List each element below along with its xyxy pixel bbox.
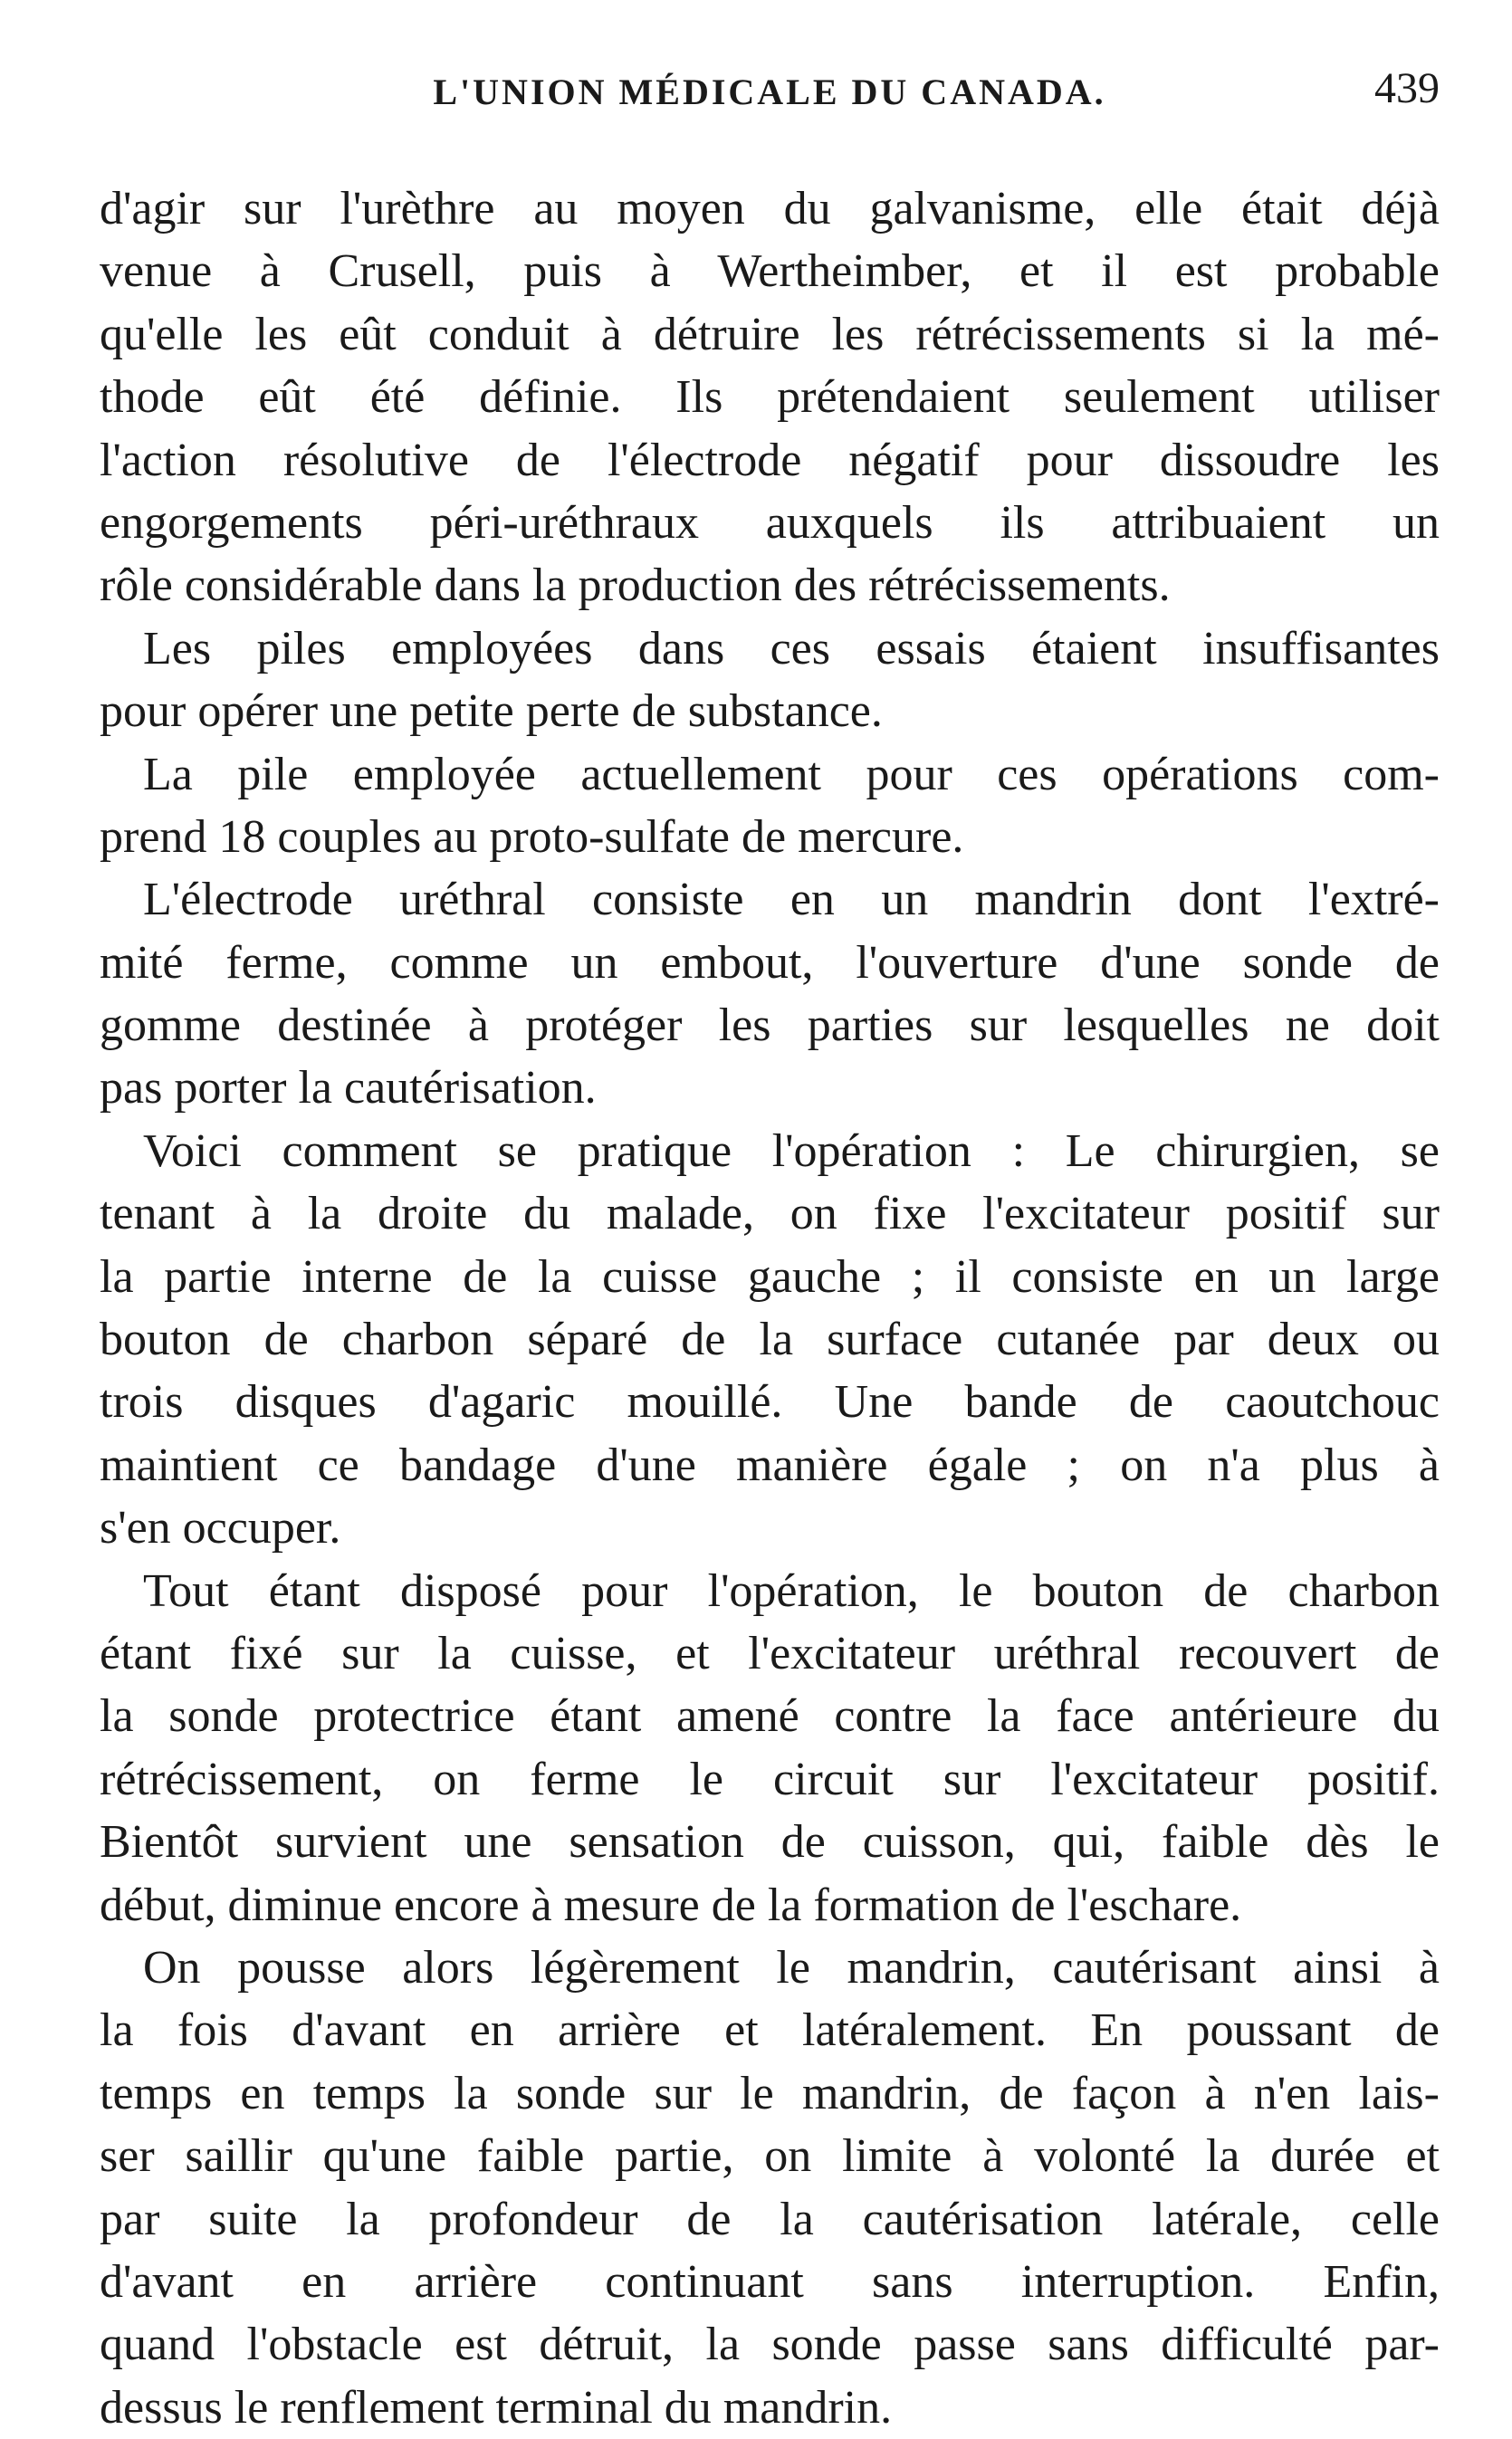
text-line: qu'elle les eût conduit à détruire les rétrécissements si la mé- xyxy=(100,308,1440,360)
text-line: L'électrode uréthral consiste en un mandrin dont l'extré- xyxy=(143,874,1440,926)
text-line: étant fixé sur la cuisse, et l'excitateur uréthral recouvert de xyxy=(100,1627,1440,1679)
text-line: venue à Crusell, puis à Wertheimber, et il est probable xyxy=(100,245,1440,298)
text-line: ser saillir qu'une faible partie, on limite à volonté la durée et xyxy=(100,2130,1440,2183)
text-line: pour opérer une petite perte de substance. xyxy=(100,685,883,738)
text-line: l'action résolutive de l'électrode négatif pour dissoudre les xyxy=(100,434,1440,486)
text-line: la sonde protectrice étant amené contre la face antérieure du xyxy=(100,1690,1440,1743)
text-line: Les piles employées dans ces essais étaient insuffisantes xyxy=(143,622,1440,674)
text-line: prend 18 couples au proto-sulfate de mercure. xyxy=(100,810,964,863)
text-line: début, diminue encore à mesure de la formation de l'eschare. xyxy=(100,1879,1242,1931)
text-line: trois disques d'agaric mouillé. Une bande de caoutchouc xyxy=(100,1376,1440,1429)
text-line: Voici comment se pratique l'opération : Le chirurgien, se xyxy=(143,1124,1440,1177)
text-line: bouton de charbon séparé de la surface cutanée par deux ou xyxy=(100,1314,1440,1366)
text-line: gomme destinée à protéger les parties sur lesquelles ne doit xyxy=(100,1000,1440,1052)
text-line: mité ferme, comme un embout, l'ouverture d'une sonde de xyxy=(100,936,1440,989)
text-line: Tout étant disposé pour l'opération, le bouton de charbon xyxy=(143,1564,1440,1617)
text-line: rétrécissement, on ferme le circuit sur l'excitateur positif. xyxy=(100,1753,1440,1805)
text-line: par suite la profondeur de la cautérisation latérale, celle xyxy=(100,2193,1440,2245)
text-line: pas porter la cautérisation. xyxy=(100,1062,597,1114)
text-line: maintient ce bandage d'une manière égale ; on n'a plus à xyxy=(100,1439,1440,1491)
text-line: la fois d'avant en arrière et latéralement. En poussant de xyxy=(100,2004,1440,2057)
text-line: La pile employée actuellement pour ces opérations com- xyxy=(143,748,1440,800)
text-line: s'en occuper. xyxy=(100,1502,341,1554)
text-line: tenant à la droite du malade, on fixe l'excitateur positif sur xyxy=(100,1188,1440,1240)
text-line: dessus le renflement terminal du mandrin. xyxy=(100,2381,893,2434)
text-line: On pousse alors légèrement le mandrin, cautérisant ainsi à xyxy=(143,1941,1440,1994)
body-text xyxy=(100,177,1440,2439)
text-line: quand l'obstacle est détruit, la sonde passe sans difficulté par- xyxy=(100,2319,1440,2371)
journal-title: L'UNION MÉDICALE DU CANADA. xyxy=(433,72,1106,112)
text-line: d'agir sur l'urèthre au moyen du galvanisme, elle était déjà xyxy=(100,183,1440,234)
text-line: thode eût été définie. Ils prétendaient seulement utiliser xyxy=(100,371,1440,424)
text-line: d'avant en arrière continuant sans interruption. Enfin, xyxy=(100,2255,1440,2308)
running-head xyxy=(100,64,1440,125)
page-number: 439 xyxy=(1374,64,1440,112)
text-line: temps en temps la sonde sur le mandrin, de façon à n'en lais- xyxy=(100,2067,1440,2119)
text-line: Bientôt survient une sensation de cuisson, qui, faible dès le xyxy=(100,1816,1440,1869)
text-line: engorgements péri-uréthraux auxquels ils attribuaient un xyxy=(100,496,1440,549)
text-line: rôle considérable dans la production des rétrécissements. xyxy=(100,560,1171,612)
text-line: la partie interne de la cuisse gauche ; il consiste en un large xyxy=(100,1250,1440,1303)
